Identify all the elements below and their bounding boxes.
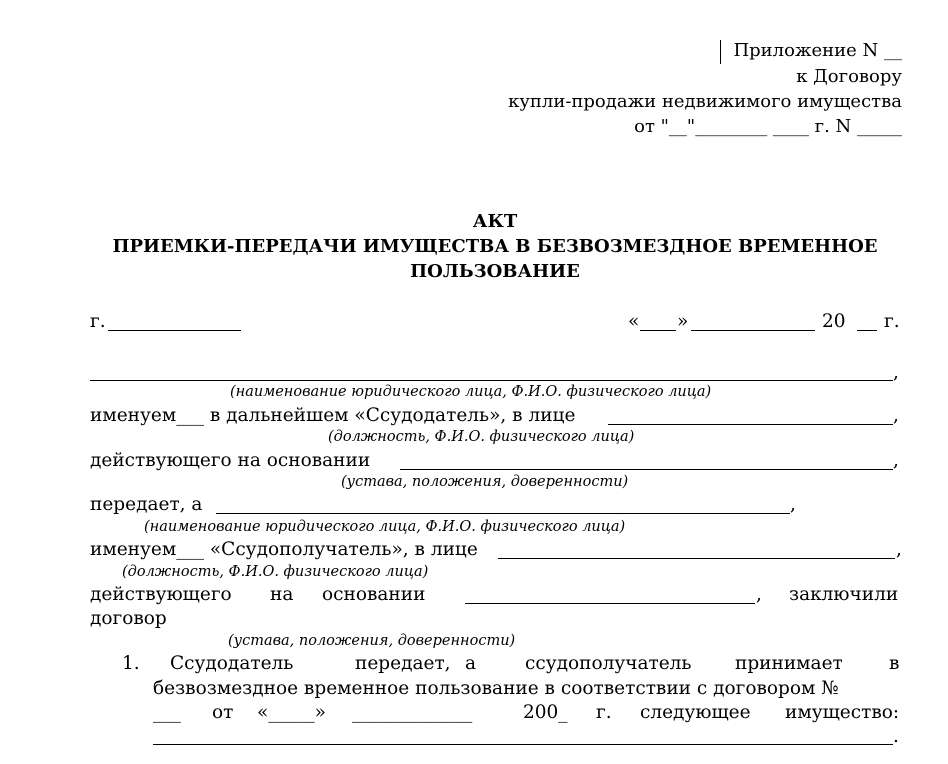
month-field[interactable] xyxy=(691,330,815,331)
comma: , xyxy=(790,494,796,515)
appendix-contract-type: купли-продажи недвижимого имущества xyxy=(508,91,902,112)
comma: , xyxy=(896,539,902,560)
property-description-field[interactable] xyxy=(153,744,893,745)
basis-label-1: действующего на основании xyxy=(90,450,371,471)
item1-property: имущество: xyxy=(785,702,900,723)
item1-word-1: Ссудодатель xyxy=(170,653,294,674)
text-cursor xyxy=(720,40,721,64)
day-field[interactable] xyxy=(640,330,676,331)
item1-month: _____________ xyxy=(352,702,473,723)
lender-clause: именуем___ в дальнейшем «Ссудодатель», в лице xyxy=(90,405,576,426)
contract-word: договор xyxy=(90,608,167,629)
appendix-number: Приложение N __ xyxy=(733,40,902,61)
transfers-label: передает, а xyxy=(90,494,203,515)
year-prefix: 20 xyxy=(822,311,846,332)
lender-basis-field[interactable] xyxy=(400,469,893,470)
basis-word-3: основании xyxy=(322,584,426,605)
comma: , xyxy=(893,362,899,383)
act-title: АКТ xyxy=(472,211,518,232)
lender-name-field[interactable] xyxy=(90,380,893,381)
appendix-contract: к Договору xyxy=(796,66,902,87)
item1-contract-number: ___ xyxy=(153,702,181,723)
hint-org-name-1: (наименование юридического лица, Ф.И.О. физического лица) xyxy=(230,384,712,400)
concluded-label: заключили xyxy=(789,584,899,605)
appendix-date: от "__"________ ____ г. N _____ xyxy=(634,116,902,137)
comma: , xyxy=(893,450,899,471)
borrower-basis-field[interactable] xyxy=(465,603,755,604)
place-field[interactable] xyxy=(108,330,241,331)
hint-basis-2: (устава, положения, доверенности) xyxy=(228,633,516,649)
borrower-representative-field[interactable] xyxy=(498,558,895,559)
hint-basis-1: (устава, положения, доверенности) xyxy=(341,474,629,490)
item1-year: 200_ xyxy=(523,702,568,723)
item1-word-4: ссудополучатель xyxy=(525,653,692,674)
date-quote-close: » xyxy=(677,311,689,332)
date-quote-open: « xyxy=(628,311,640,332)
year-suffix: г. xyxy=(884,311,900,332)
hint-position-2: (должность, Ф.И.О. физического лица) xyxy=(122,564,429,580)
item1-from: от xyxy=(212,702,234,723)
hint-position-1: (должность, Ф.И.О. физического лица) xyxy=(328,429,635,445)
item1-year-suffix: г. xyxy=(596,702,612,723)
item1-word-5: принимает xyxy=(735,653,843,674)
comma: , xyxy=(893,405,899,426)
item1-word-3: а xyxy=(465,653,477,674)
hint-org-name-2: (наименование юридического лица, Ф.И.О. физического лица) xyxy=(144,519,626,535)
borrower-clause: именуем___ «Ссудополучатель», в лице xyxy=(90,539,478,560)
item1-word-6: в xyxy=(889,653,900,674)
period: . xyxy=(893,726,899,747)
comma: , xyxy=(756,584,762,605)
basis-word-2: на xyxy=(270,584,294,605)
act-subtitle-line2: ПОЛЬЗОВАНИЕ xyxy=(410,261,580,282)
borrower-name-field[interactable] xyxy=(216,513,790,514)
act-subtitle-line1: ПРИЕМКИ-ПЕРЕДАЧИ ИМУЩЕСТВА В БЕЗВОЗМЕЗДНОЕ ВРЕМЕННОЕ xyxy=(112,236,878,257)
place-label: г. xyxy=(90,311,106,332)
item1-word-2: передает, xyxy=(355,653,451,674)
lender-representative-field[interactable] xyxy=(608,424,893,425)
year-field[interactable] xyxy=(857,330,877,331)
item1-day: «_____» xyxy=(257,702,326,723)
basis-word-1: действующего xyxy=(90,584,232,605)
item1-line2: безвозмездное временное пользование в соответствии с договором № xyxy=(153,678,839,699)
item-number: 1. xyxy=(122,653,140,674)
item1-following: следующее xyxy=(640,702,751,723)
